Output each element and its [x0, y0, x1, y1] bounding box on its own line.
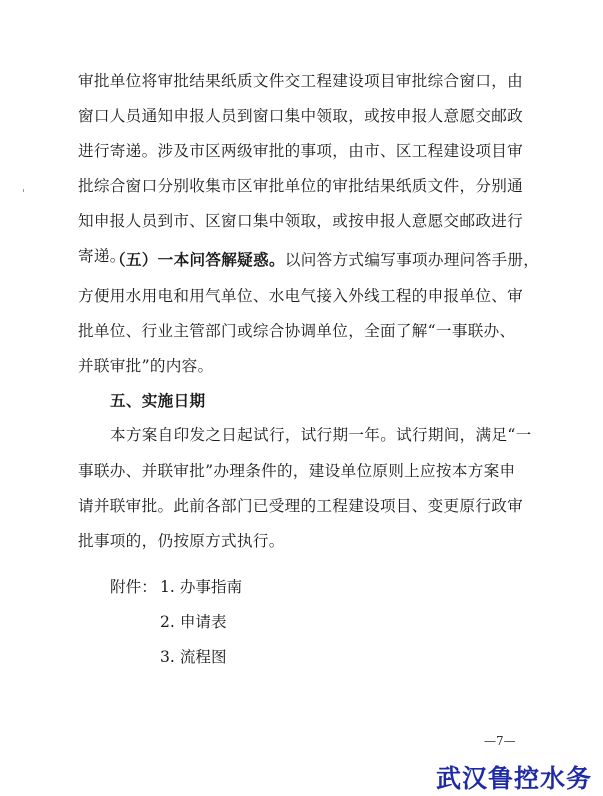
watermark-text: 武汉鲁控水务: [436, 764, 593, 793]
body-line: 审批单位将审批结果纸质文件交工程建设项目审批综合窗口，由: [78, 72, 524, 90]
body-line: 请并联审批。此前各部门已受理的工程建设项目、变更原行政审: [78, 497, 524, 515]
body-line: 事联办、并联审批”办理条件的，建设单位原则上应按本方案申: [78, 462, 516, 480]
body-line: 进行寄递。涉及市区两级审批的事项，由市、区工程建设项目审: [78, 142, 524, 160]
body-line: 批事项的，仍按原方式执行。: [78, 532, 285, 550]
body-line: 批综合窗口分别收集市区审批单位的审批结果纸质文件，分别通: [78, 177, 524, 195]
section-heading: 五、实施日期: [110, 392, 206, 410]
margin-mark: ': [22, 187, 26, 200]
body-line: 批单位、行业主管部门或综合协调单位，全面了解“一事联办、: [78, 322, 516, 340]
section-five-title: （五）一本问答解疑惑。: [110, 250, 285, 269]
body-line: 方便用水用电和用气单位、水电气接入外线工程的申报单位、审: [78, 287, 524, 305]
attachment-item: 2. 申请表: [160, 613, 227, 631]
section-five-text: 以问答方式编写事项办理问答手册，: [284, 251, 540, 269]
body-line: 寄递。: [78, 247, 126, 265]
body-line: 窗口人员通知申报人员到窗口集中领取，或按申报人意愿交邮政: [78, 107, 524, 125]
attachment-item: 3. 流程图: [160, 648, 227, 666]
page-number: —7—: [484, 734, 516, 748]
body-line: 知申报人员到市、区窗口集中领取，或按申报人意愿交邮政进行: [78, 212, 524, 230]
body-line: 本方案自印发之日起试行，试行期一年。试行期间，满足“一: [110, 426, 532, 444]
section-five-first-line: [110, 246, 540, 274]
attachment-item: 1. 办事指南: [160, 578, 243, 596]
attachments-label: 附件：: [110, 578, 157, 596]
body-line: 并联审批”的内容。: [78, 357, 214, 375]
